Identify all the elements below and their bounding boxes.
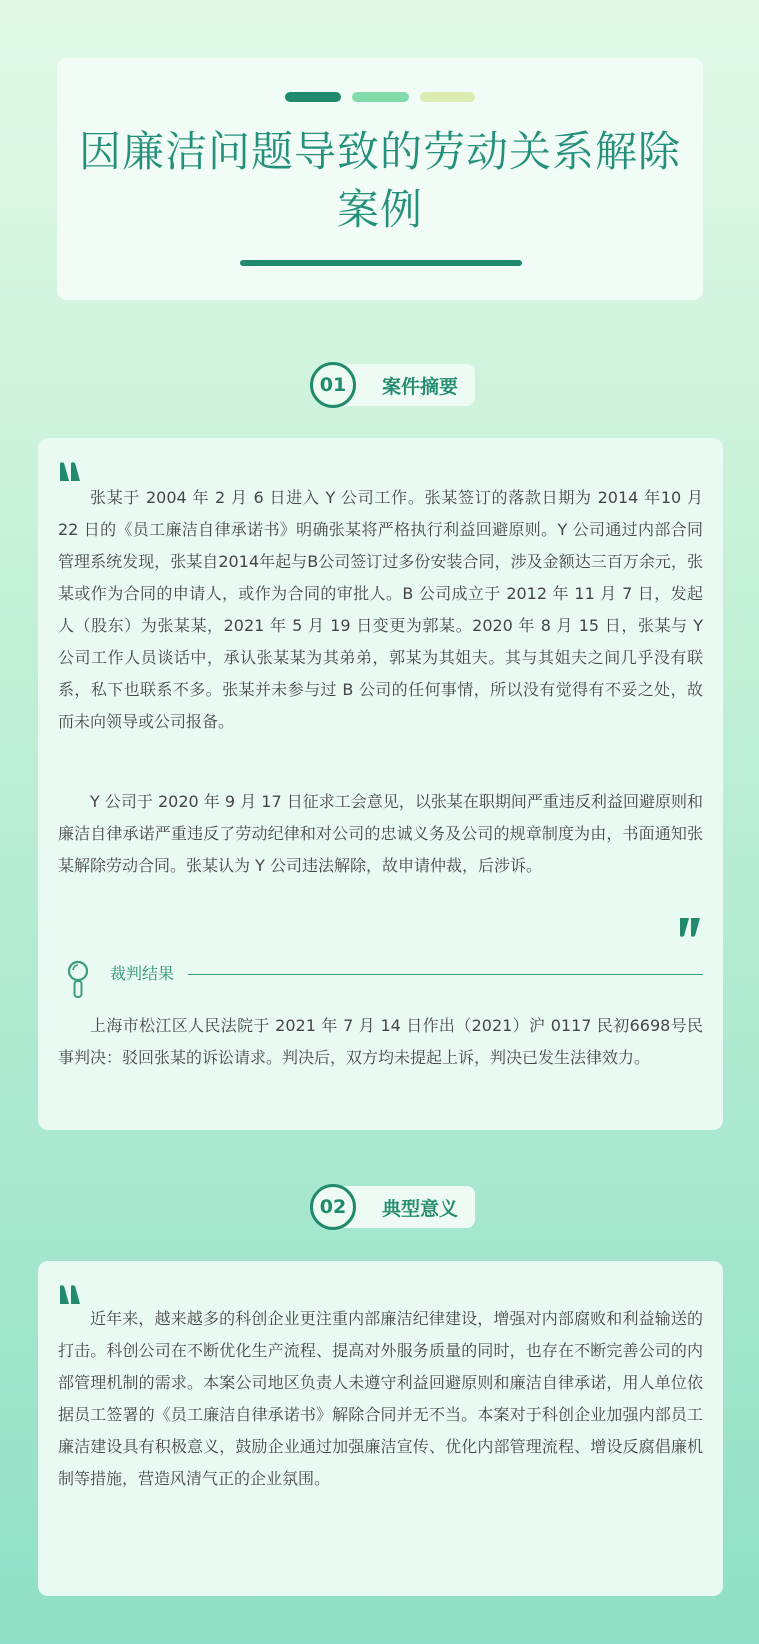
- title-underline: [240, 260, 522, 266]
- section-number-badge: 02: [310, 1184, 356, 1230]
- case-paragraph: Y 公司于 2020 年 9 月 17 日征求工会意见，以张某在职期间严重违反利益回避原则和廉洁自律承诺严重违反了劳动纪律和对公司的忠诚义务及公司的规章制度为由，书面通知张某解除劳动合同。张某认为 Y 公司违法解除，故申请仲裁，后涉诉。: [58, 792, 703, 875]
- decor-pill-dark: [285, 92, 341, 102]
- section-header-case-summary: [310, 362, 475, 408]
- quote-open-icon: [59, 1283, 83, 1305]
- decor-pill-green: [352, 92, 409, 102]
- section-tab: [335, 1186, 475, 1228]
- significance-card: [38, 1261, 723, 1596]
- quote-open-icon: [59, 460, 83, 482]
- case-paragraph: 张某于 2004 年 2 月 6 日进入 Y 公司工作。张某签订的落款日期为 2014 年10 月 22 日的《员工廉洁自律承诺书》明确张某将严格执行利益回避原则。Y 公司通过内部合同管理系统发现，张某自2014年起与B公司签订过多份安装合同，涉及金额达三百万余元，张某或作为合同的申请人，或作为合同的审批人。B 公司成立于 2012 年 11 月 7 日，发起人（股东）为张某某，2021 年 5 月 19 日变更为郭某。2020 年 8 月 15 日，张某与 Y 公司工作人员谈话中，承认张某某为其弟弟，郭某为其姐夫。其与其姐夫之间几乎没有联系，私下也联系不多。张某并未参与过 B 公司的任何事情，所以没有觉得有不妥之处，故而未向领导或公司报备。: [58, 488, 703, 731]
- verdict-divider: [188, 974, 703, 975]
- section-label: 典型意义: [382, 1198, 459, 1220]
- section-header-significance: [310, 1184, 475, 1230]
- section-tab: [335, 364, 475, 406]
- significance-paragraph: 近年来，越来越多的科创企业更注重内部廉洁纪律建设，增强对内部腐败和利益输送的打击。科创公司在不断优化生产流程、提高对外服务质量的同时，也存在不断完善公司的内部管理机制的需求。本案公司地区负责人未遵守利益回避原则和廉洁自律承诺，用人单位依据员工签署的《员工廉洁自律承诺书》解除合同并无不当。本案对于科创企业加强内部员工廉洁建设具有积极意义，鼓励企业通过加强廉洁宣传、优化内部管理流程、增设反腐倡廉机制等措施，营造风清气正的企业氛围。: [58, 1309, 703, 1488]
- quote-close-icon: [679, 917, 703, 939]
- verdict-header: [66, 960, 703, 1004]
- case-summary-card: [38, 438, 723, 1130]
- decor-pill-pale: [420, 92, 475, 102]
- section-label: 案件摘要: [382, 376, 459, 398]
- verdict-label: 裁判结果: [110, 964, 175, 983]
- magnifier-icon: [66, 960, 90, 1000]
- verdict-paragraph: 上海市松江区人民法院于 2021 年 7 月 14 日作出（2021）沪 0117 民初6698号民事判决：驳回张某的诉讼请求。判决后，双方均未提起上诉，判决已发生法律效力。: [58, 1016, 703, 1067]
- section-number-badge: 01: [310, 362, 356, 408]
- title-card: [57, 58, 703, 300]
- page-title: 因廉洁问题导致的劳动关系解除案例: [78, 127, 681, 234]
